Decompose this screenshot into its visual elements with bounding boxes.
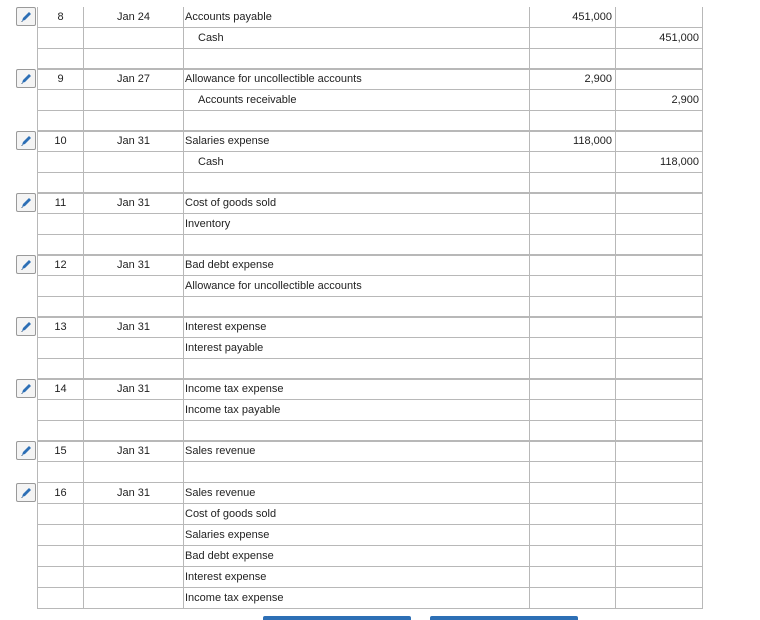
credit-cell-text bbox=[699, 135, 702, 147]
account-cell[interactable] bbox=[183, 193, 529, 214]
date-cell bbox=[83, 69, 183, 90]
entry-number-cell bbox=[37, 152, 83, 173]
entry-number-cell-text: 15 bbox=[54, 445, 67, 457]
pencil-icon bbox=[20, 382, 32, 395]
credit-cell-text bbox=[699, 425, 702, 437]
date-cell bbox=[83, 255, 183, 276]
credit-cell-text: 2,900 bbox=[671, 94, 699, 106]
row-divider bbox=[37, 6, 702, 7]
credit-cell-text: 451,000 bbox=[659, 32, 699, 44]
journal-line bbox=[37, 588, 702, 609]
entry-number-cell bbox=[37, 297, 83, 318]
account-cell-text bbox=[184, 301, 185, 313]
credit-cell[interactable] bbox=[615, 152, 703, 173]
account-cell-text: Allowance for uncollectible accounts bbox=[185, 280, 362, 292]
journal-line bbox=[37, 359, 702, 380]
date-cell bbox=[83, 588, 183, 609]
date-cell bbox=[83, 483, 183, 504]
credit-cell-text bbox=[699, 53, 702, 65]
account-cell-text: Interest expense bbox=[185, 571, 267, 583]
journal-line bbox=[37, 193, 702, 214]
debit-cell[interactable] bbox=[529, 90, 615, 111]
account-cell-text: Bad debt expense bbox=[185, 259, 274, 271]
debit-cell[interactable] bbox=[529, 111, 615, 132]
journal-line bbox=[37, 90, 702, 111]
account-cell-text: Cost of goods sold bbox=[185, 197, 277, 209]
date-cell bbox=[83, 152, 183, 173]
debit-cell[interactable] bbox=[529, 588, 615, 609]
row-divider bbox=[37, 130, 702, 131]
entry-number-cell bbox=[37, 49, 83, 70]
journal-line bbox=[37, 297, 702, 318]
pencil-icon bbox=[20, 258, 32, 271]
account-cell[interactable] bbox=[183, 49, 529, 70]
entry-number-cell bbox=[37, 214, 83, 235]
journal-line bbox=[37, 525, 702, 546]
journal-line bbox=[37, 276, 702, 297]
entry-number-cell bbox=[37, 235, 83, 256]
account-cell-text: Interest expense bbox=[185, 321, 267, 333]
account-cell-text: Accounts payable bbox=[185, 11, 272, 23]
account-cell-text: Interest payable bbox=[185, 342, 264, 354]
edit-entry-button[interactable] bbox=[16, 193, 36, 212]
debit-cell[interactable] bbox=[529, 276, 615, 297]
entry-number-cell bbox=[37, 255, 83, 276]
account-cell[interactable] bbox=[183, 317, 529, 338]
entry-number-cell-text: 14 bbox=[54, 383, 67, 395]
account-cell[interactable] bbox=[183, 131, 529, 152]
credit-cell[interactable] bbox=[615, 90, 703, 111]
journal-line bbox=[37, 400, 702, 421]
entry-number-cell bbox=[37, 483, 83, 504]
credit-cell[interactable] bbox=[615, 567, 703, 588]
debit-cell[interactable] bbox=[529, 193, 615, 214]
row-divider bbox=[37, 254, 702, 255]
date-cell bbox=[83, 441, 183, 462]
credit-cell-text bbox=[699, 73, 702, 85]
entry-number-cell-text: 12 bbox=[54, 259, 67, 271]
date-cell bbox=[83, 28, 183, 49]
edit-entry-button[interactable] bbox=[16, 317, 36, 336]
account-cell[interactable] bbox=[183, 7, 529, 28]
date-cell bbox=[83, 359, 183, 380]
date-cell bbox=[83, 462, 183, 483]
credit-cell-text bbox=[699, 487, 702, 499]
journal-line bbox=[37, 173, 702, 194]
debit-cell[interactable] bbox=[529, 525, 615, 546]
entry-number-cell bbox=[37, 504, 83, 525]
account-cell[interactable] bbox=[183, 421, 529, 442]
credit-cell-text bbox=[699, 508, 702, 520]
account-cell-text: Bad debt expense bbox=[185, 550, 274, 562]
credit-cell-text bbox=[699, 321, 702, 333]
debit-cell[interactable] bbox=[529, 131, 615, 152]
credit-cell-text bbox=[699, 571, 702, 583]
debit-cell[interactable] bbox=[529, 28, 615, 49]
entry-number-cell-text: 13 bbox=[54, 321, 67, 333]
journal-line bbox=[37, 421, 702, 442]
credit-cell-text bbox=[699, 529, 702, 541]
account-cell[interactable] bbox=[183, 214, 529, 235]
entry-number-cell bbox=[37, 7, 83, 28]
debit-cell[interactable] bbox=[529, 7, 615, 28]
account-cell[interactable] bbox=[183, 441, 529, 462]
date-cell-text: Jan 31 bbox=[116, 487, 151, 499]
entry-number-cell-text: 8 bbox=[57, 11, 64, 23]
account-cell[interactable] bbox=[183, 379, 529, 400]
debit-cell[interactable] bbox=[529, 441, 615, 462]
journal-line bbox=[37, 441, 702, 462]
edit-entry-button[interactable] bbox=[16, 255, 36, 274]
debit-cell-text: 118,000 bbox=[573, 135, 612, 147]
journal-line bbox=[37, 7, 702, 28]
date-cell-text: Jan 31 bbox=[116, 445, 151, 457]
date-cell bbox=[83, 49, 183, 70]
entry-number-cell bbox=[37, 400, 83, 421]
credit-cell[interactable] bbox=[615, 441, 703, 462]
account-cell[interactable] bbox=[183, 111, 529, 132]
date-cell bbox=[83, 421, 183, 442]
debit-cell[interactable] bbox=[529, 255, 615, 276]
date-cell bbox=[83, 379, 183, 400]
credit-cell[interactable] bbox=[615, 111, 703, 132]
account-cell[interactable] bbox=[183, 90, 529, 111]
account-cell-text: Sales revenue bbox=[185, 487, 256, 499]
account-cell-text: Salaries expense bbox=[185, 135, 270, 147]
debit-cell[interactable] bbox=[529, 338, 615, 359]
pencil-icon bbox=[20, 444, 32, 457]
account-cell[interactable] bbox=[183, 588, 529, 609]
debit-cell-text: 451,000 bbox=[572, 11, 612, 23]
pencil-icon bbox=[20, 134, 32, 147]
edit-entry-button[interactable] bbox=[16, 131, 36, 150]
pencil-icon bbox=[20, 196, 32, 209]
credit-cell-text bbox=[699, 592, 702, 604]
credit-cell-text bbox=[699, 197, 702, 209]
account-cell-text: Sales revenue bbox=[185, 445, 256, 457]
date-cell-text: Jan 31 bbox=[116, 321, 151, 333]
credit-cell-text bbox=[699, 342, 702, 354]
account-cell[interactable] bbox=[183, 28, 529, 49]
row-divider bbox=[37, 68, 702, 69]
journal-entry bbox=[0, 379, 760, 442]
credit-cell-text bbox=[699, 218, 702, 230]
journal-line bbox=[37, 546, 702, 567]
credit-cell[interactable] bbox=[615, 49, 703, 70]
account-cell[interactable] bbox=[183, 462, 529, 483]
account-cell[interactable] bbox=[183, 525, 529, 546]
pencil-icon bbox=[20, 72, 32, 85]
date-cell bbox=[83, 504, 183, 525]
debit-cell[interactable] bbox=[529, 567, 615, 588]
credit-cell[interactable] bbox=[615, 7, 703, 28]
credit-cell-text bbox=[699, 466, 702, 478]
row-divider bbox=[37, 192, 702, 193]
entry-number-cell bbox=[37, 546, 83, 567]
credit-cell[interactable] bbox=[615, 525, 703, 546]
account-cell-text: Cost of goods sold bbox=[185, 508, 277, 520]
credit-cell-text bbox=[699, 550, 702, 562]
account-cell-text bbox=[184, 239, 185, 251]
account-cell[interactable] bbox=[183, 255, 529, 276]
credit-cell-text bbox=[699, 445, 702, 457]
entry-number-cell bbox=[37, 131, 83, 152]
credit-cell-text: 118,000 bbox=[660, 156, 699, 168]
entry-number-cell bbox=[37, 317, 83, 338]
credit-cell[interactable] bbox=[615, 173, 703, 194]
entry-number-cell bbox=[37, 462, 83, 483]
credit-cell-text bbox=[699, 239, 702, 251]
account-cell-text: Inventory bbox=[185, 218, 231, 230]
debit-cell[interactable] bbox=[529, 69, 615, 90]
row-divider bbox=[37, 482, 702, 483]
date-cell bbox=[83, 214, 183, 235]
date-cell-text: Jan 24 bbox=[116, 11, 151, 23]
credit-cell[interactable] bbox=[615, 69, 703, 90]
account-cell-text: Income tax payable bbox=[185, 404, 281, 416]
credit-cell[interactable] bbox=[615, 235, 703, 256]
entry-number-cell bbox=[37, 525, 83, 546]
credit-cell[interactable] bbox=[615, 297, 703, 318]
account-cell-text: Accounts receivable bbox=[198, 94, 297, 106]
credit-cell[interactable] bbox=[615, 546, 703, 567]
journal-line bbox=[37, 462, 702, 483]
debit-cell-text: 2,900 bbox=[584, 73, 612, 85]
entry-number-cell bbox=[37, 28, 83, 49]
entry-number-cell bbox=[37, 69, 83, 90]
entry-number-cell bbox=[37, 338, 83, 359]
account-cell-text bbox=[184, 425, 185, 437]
credit-cell[interactable] bbox=[615, 359, 703, 380]
credit-cell[interactable] bbox=[615, 421, 703, 442]
account-cell-text: Salaries expense bbox=[185, 529, 270, 541]
debit-cell[interactable] bbox=[529, 235, 615, 256]
date-cell bbox=[83, 317, 183, 338]
account-cell[interactable] bbox=[183, 400, 529, 421]
debit-cell[interactable] bbox=[529, 379, 615, 400]
debit-cell[interactable] bbox=[529, 504, 615, 525]
journal-entry bbox=[0, 193, 760, 256]
journal-entry bbox=[0, 7, 760, 70]
account-cell[interactable] bbox=[183, 567, 529, 588]
edit-entry-button[interactable] bbox=[16, 483, 36, 502]
credit-cell[interactable] bbox=[615, 379, 703, 400]
credit-cell[interactable] bbox=[615, 28, 703, 49]
credit-cell-text bbox=[699, 115, 702, 127]
date-cell bbox=[83, 111, 183, 132]
account-cell[interactable] bbox=[183, 338, 529, 359]
debit-cell[interactable] bbox=[529, 152, 615, 173]
credit-cell-text bbox=[699, 177, 702, 189]
journal-entry bbox=[0, 483, 760, 609]
pencil-icon bbox=[20, 486, 32, 499]
date-cell-text: Jan 31 bbox=[116, 259, 151, 271]
entry-number-cell bbox=[37, 173, 83, 194]
date-cell bbox=[83, 400, 183, 421]
debit-cell[interactable] bbox=[529, 462, 615, 483]
date-cell bbox=[83, 567, 183, 588]
credit-cell[interactable] bbox=[615, 338, 703, 359]
journal-line bbox=[37, 111, 702, 132]
credit-cell[interactable] bbox=[615, 504, 703, 525]
account-cell[interactable] bbox=[183, 546, 529, 567]
journal-line bbox=[37, 131, 702, 152]
edit-entry-button[interactable] bbox=[16, 379, 36, 398]
journal-line bbox=[37, 504, 702, 525]
next-action-button[interactable] bbox=[430, 616, 578, 620]
entry-number-cell bbox=[37, 111, 83, 132]
account-cell-text: Cash bbox=[198, 156, 224, 168]
credit-cell[interactable] bbox=[615, 131, 703, 152]
entry-number-cell bbox=[37, 359, 83, 380]
prev-action-button[interactable] bbox=[263, 616, 411, 620]
credit-cell[interactable] bbox=[615, 400, 703, 421]
account-cell-text: Allowance for uncollectible accounts bbox=[185, 73, 362, 85]
debit-cell[interactable] bbox=[529, 400, 615, 421]
account-cell-text: Income tax expense bbox=[185, 383, 284, 395]
entry-number-cell bbox=[37, 588, 83, 609]
debit-cell[interactable] bbox=[529, 421, 615, 442]
credit-cell[interactable] bbox=[615, 193, 703, 214]
journal-line bbox=[37, 152, 702, 173]
debit-cell[interactable] bbox=[529, 317, 615, 338]
journal-entry bbox=[0, 317, 760, 380]
credit-cell[interactable] bbox=[615, 588, 703, 609]
account-cell[interactable] bbox=[183, 235, 529, 256]
debit-cell[interactable] bbox=[529, 49, 615, 70]
date-cell bbox=[83, 90, 183, 111]
entry-number-cell-text: 10 bbox=[54, 135, 67, 147]
edit-entry-button[interactable] bbox=[16, 441, 36, 460]
account-cell-text bbox=[184, 363, 185, 375]
date-cell-text: Jan 27 bbox=[116, 73, 151, 85]
journal-line bbox=[37, 69, 702, 90]
account-cell-text bbox=[184, 53, 185, 65]
date-cell bbox=[83, 193, 183, 214]
account-cell[interactable] bbox=[183, 504, 529, 525]
account-cell-text: Income tax expense bbox=[185, 592, 284, 604]
credit-cell[interactable] bbox=[615, 276, 703, 297]
credit-cell[interactable] bbox=[615, 317, 703, 338]
date-cell bbox=[83, 546, 183, 567]
date-cell-text: Jan 31 bbox=[116, 383, 151, 395]
entry-number-cell-text: 9 bbox=[57, 73, 64, 85]
account-cell[interactable] bbox=[183, 152, 529, 173]
journal-line bbox=[37, 49, 702, 70]
journal-line bbox=[37, 214, 702, 235]
account-cell[interactable] bbox=[183, 297, 529, 318]
debit-cell[interactable] bbox=[529, 173, 615, 194]
debit-cell[interactable] bbox=[529, 359, 615, 380]
entry-number-cell bbox=[37, 421, 83, 442]
journal-entry bbox=[0, 255, 760, 318]
pencil-icon bbox=[20, 10, 32, 23]
entry-number-cell bbox=[37, 441, 83, 462]
date-cell bbox=[83, 525, 183, 546]
journal-line bbox=[37, 379, 702, 400]
debit-cell[interactable] bbox=[529, 483, 615, 504]
journal-entry bbox=[0, 69, 760, 132]
row-divider bbox=[37, 378, 702, 379]
row-divider bbox=[37, 316, 702, 317]
account-cell-text bbox=[184, 466, 185, 478]
pencil-icon bbox=[20, 320, 32, 333]
date-cell-text: Jan 31 bbox=[116, 197, 151, 209]
date-cell bbox=[83, 131, 183, 152]
date-cell bbox=[83, 173, 183, 194]
row-divider bbox=[37, 440, 702, 441]
journal-line bbox=[37, 317, 702, 338]
journal-line bbox=[37, 567, 702, 588]
date-cell bbox=[83, 276, 183, 297]
credit-cell-text bbox=[699, 301, 702, 313]
entry-number-cell bbox=[37, 567, 83, 588]
journal-line bbox=[37, 255, 702, 276]
date-cell bbox=[83, 297, 183, 318]
credit-cell-text bbox=[699, 404, 702, 416]
account-cell[interactable] bbox=[183, 359, 529, 380]
credit-cell-text bbox=[699, 363, 702, 375]
date-cell-text: Jan 31 bbox=[116, 135, 151, 147]
credit-cell-text bbox=[699, 383, 702, 395]
account-cell-text: Cash bbox=[198, 32, 224, 44]
credit-cell-text bbox=[699, 259, 702, 271]
entry-number-cell bbox=[37, 276, 83, 297]
date-cell bbox=[83, 338, 183, 359]
journal-entry bbox=[0, 131, 760, 194]
entry-number-cell bbox=[37, 379, 83, 400]
account-cell[interactable] bbox=[183, 173, 529, 194]
debit-cell[interactable] bbox=[529, 297, 615, 318]
journal-line bbox=[37, 235, 702, 256]
credit-cell[interactable] bbox=[615, 483, 703, 504]
account-cell-text bbox=[184, 115, 185, 127]
credit-cell[interactable] bbox=[615, 214, 703, 235]
journal-entry bbox=[0, 441, 760, 483]
credit-cell-text bbox=[699, 11, 702, 23]
credit-cell-text bbox=[699, 280, 702, 292]
date-cell bbox=[83, 7, 183, 28]
date-cell bbox=[83, 235, 183, 256]
journal-line bbox=[37, 483, 702, 504]
entry-number-cell bbox=[37, 90, 83, 111]
entry-number-cell bbox=[37, 193, 83, 214]
edit-entry-button[interactable] bbox=[16, 69, 36, 88]
credit-cell[interactable] bbox=[615, 255, 703, 276]
edit-entry-button[interactable] bbox=[16, 7, 36, 26]
credit-cell[interactable] bbox=[615, 462, 703, 483]
debit-cell[interactable] bbox=[529, 214, 615, 235]
account-cell-text bbox=[184, 177, 185, 189]
account-cell[interactable] bbox=[183, 276, 529, 297]
entry-number-cell-text: 16 bbox=[54, 487, 67, 499]
debit-cell[interactable] bbox=[529, 546, 615, 567]
account-cell[interactable] bbox=[183, 69, 529, 90]
journal-line bbox=[37, 338, 702, 359]
account-cell[interactable] bbox=[183, 483, 529, 504]
entry-number-cell-text: 11 bbox=[54, 197, 67, 209]
journal-line bbox=[37, 28, 702, 49]
